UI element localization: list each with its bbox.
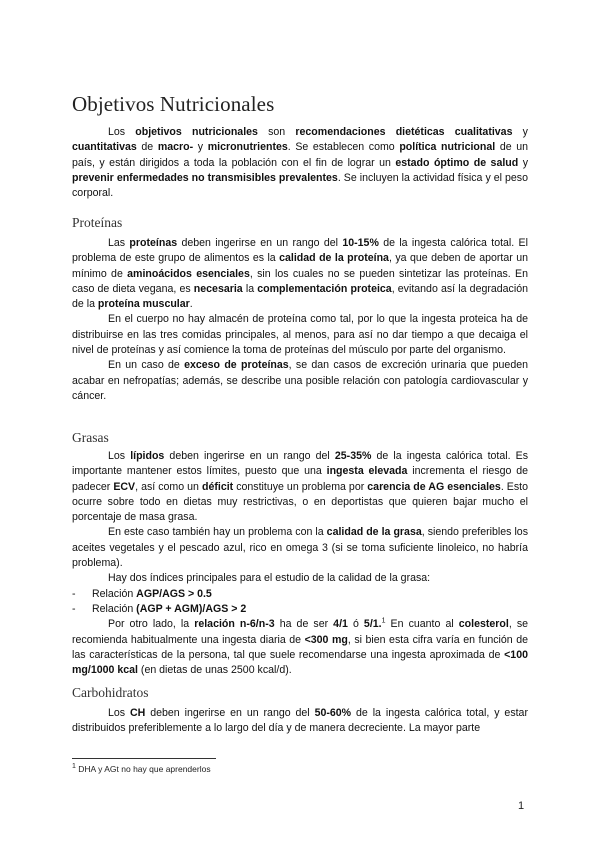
grasas-paragraph-4: Por otro lado, la relación n-6/n-3 ha de ser 4/1 ó 5/1.$^1$ En cuanto al colesterol, se recomienda habitualmente una ingesta diaria de <300 mg, si bien esta cifra varía en función de las características de la persona, tal que suele recomendarse una ingesta aproximada de <100 mg/1000 kcal (en dietas de unas 2500 kcal/d). [72, 617, 529, 677]
carbohidratos-block [72, 706, 528, 737]
footnote-text: DHA y AGt no hay que aprenderlos [78, 764, 211, 774]
section-heading-grasas: Grasas [72, 430, 109, 445]
footnote [72, 764, 211, 774]
grasas-paragraph-3: Hay dos índices principales para el estudio de la calidad de la grasa: [108, 572, 431, 585]
grasas-block [72, 449, 528, 678]
footnote-ref: 1 [381, 617, 386, 625]
section-heading-carbohidratos: Carbohidratos [72, 685, 149, 700]
carbohidratos-paragraph-1: Los CH deben ingerirse en un rango del 50-60% de la ingesta calórica total, y estar distribuidos preferiblemente a lo largo del día y de manera decreciente. La mayor parte [72, 707, 528, 735]
proteinas-paragraph-2: En el cuerpo no hay almacén de proteína como tal, por lo que la ingesta proteica ha de distribuirse en las tres comidas principales, al menos, para así no dar tiempo a que decaiga el nivel de proteínas y así comience la toma de proteínas del músculo por parte del organismo. [72, 313, 528, 357]
footnote-separator [72, 758, 216, 759]
proteinas-paragraph-3: En un caso de exceso de proteínas, se dan casos de excreción urinaria que pueden acabar en nefropatías; además, se describe una posible relación con patología cardiovascular y cáncer. [72, 359, 528, 402]
proteinas-paragraph-1: Las proteínas deben ingerirse en un rango del 10-15% de la ingesta calórica total. El problema de este grupo de alimentos es la calidad de la proteína, ya que deben de aportar un mínimo de aminoácidos esenciales, sin los cuales no se pueden sintetizar las proteínas. En caso de dieta vegana, es necesaria la complementación proteica, evitando así la degradación de la proteína muscular. [72, 237, 528, 311]
page-number: 1 [518, 800, 525, 812]
proteinas-block [72, 236, 528, 404]
grasas-paragraph-2: En este caso también hay un problema con la calidad de la grasa, siendo preferibles los aceites vegetales y el pescado azul, rico en omega 3 (si se toma suficiente linoleico, no habría problema). [72, 526, 528, 570]
section-heading-proteinas: Proteínas [72, 215, 123, 230]
list-item: - Relación AGP/AGS > 0.5 [72, 587, 212, 600]
intro-block [72, 125, 528, 201]
intro-paragraph: Los objetivos nutricionales son recomendaciones dietéticas cualitativas y cuantitativas de macro- y micronutrientes. Se establecen como política nutricional de un país, y están dirigidos a toda la población con el fin de lograr un estado óptimo de salud y prevenir enfermedades no transmisibles prevalentes. Se incluyen la actividad física y el peso corporal. [72, 126, 529, 200]
list-item: - Relación (AGP + AGM)/AGS > 2 [72, 602, 247, 615]
grasas-index-list [72, 587, 528, 618]
page-title: Objetivos Nutricionales [72, 92, 275, 116]
grasas-paragraph-1: Los lípidos deben ingerirse en un rango del 25-35% de la ingesta calórica total. Es importante mantener estos límites, puesto que una ingesta elevada incrementa el riesgo de padecer ECV, así como un déficit constituye un problema por carencia de AG esenciales. Esto ocurre sobre todo en dietas muy restrictivas, o en deportistas que quieren bajar mucho el porcentaje de masa grasa. [72, 450, 529, 524]
footnote-number: 1 [72, 763, 76, 771]
